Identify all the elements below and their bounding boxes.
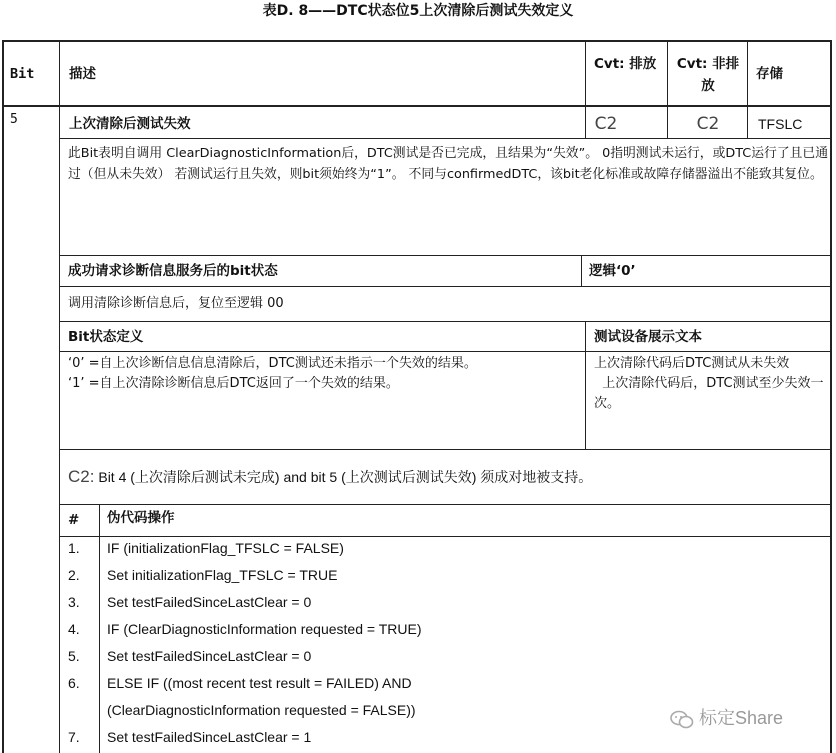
row-divider-note — [59, 504, 832, 505]
support-note — [68, 467, 828, 487]
row-divider-reset — [59, 321, 832, 322]
pseudo-num-divider — [99, 504, 100, 753]
header-bottom-border — [2, 105, 832, 107]
pseudo-line-text: Set initializationFlag_TFSLC = TRUE — [107, 567, 338, 583]
pseudo-line-number: 3. — [68, 594, 80, 610]
watermark-text: 标定Share — [699, 708, 784, 728]
row-cvt-non-emission: C2 — [696, 114, 720, 134]
definition-line-0: ‘0’ =自上次诊断信息信息清除后，DTC测试还未指示一个失效的结果。 — [68, 356, 477, 371]
pseudo-line-number: 7. — [68, 729, 80, 745]
header-description: 描述 — [69, 66, 96, 82]
pseudo-line-text: IF (ClearDiagnosticInformation requested = TRUE) — [107, 621, 422, 637]
row-divider-desc — [59, 255, 832, 256]
table-left-border — [2, 40, 4, 753]
pseudo-line-number: 5. — [68, 648, 80, 664]
header-storage: 存储 — [756, 66, 783, 82]
display-text: 上次清除代码后DTC测试从未失效 上次清除代码后，DTC测试至少失效一次。 — [594, 356, 824, 411]
pseudo-num-header: # — [68, 512, 80, 528]
row-divider-definition — [59, 449, 832, 450]
pseudo-line-text: Set testFailedSinceLastClear = 1 — [107, 729, 312, 745]
display-text-label: 测试设备展示文本 — [594, 329, 702, 345]
row-description: 此Bit表明自调用 ClearDiagnosticInformation后，DTC测试是否已完成，且结果为“失效”。 0指明测试未运行，或DTC运行了且已通过（但从未失效） 若测试运行且失效，则bit须始终为“1”。 不同与confirmedDTC，该bit老化标准或故障存储器溢出不能致其复位。 — [68, 146, 829, 182]
pseudo-line-text: IF (initializationFlag_TFSLC = FALSE) — [107, 540, 344, 556]
pseudo-line-text: Set testFailedSinceLastClear = 0 — [107, 594, 312, 610]
bit-column-divider — [59, 40, 60, 753]
after-clear-label: 成功请求诊断信息服务后的bit状态 — [68, 263, 278, 279]
row-bit-number: 5 — [10, 112, 18, 127]
wechat-icon — [670, 709, 694, 729]
dtc-table — [2, 40, 832, 753]
header-cvt-non-emission: Cvt: 非排放 — [676, 56, 740, 94]
note-text: Bit 4 (上次清除后测试未完成) and bit 5 (上次测试后测试失效) 须成对地被支持。 — [98, 469, 593, 485]
after-clear-value: 逻辑‘0’ — [589, 263, 636, 279]
pseudo-line-number: 4. — [68, 621, 80, 637]
watermark — [670, 703, 830, 733]
row-storage: TFSLC — [758, 116, 803, 132]
pseudo-header-border — [59, 536, 832, 537]
table-caption: 表D. 8——DTC状态位5上次清除后测试失效定义 — [262, 3, 574, 19]
row-divider-def-header — [59, 351, 832, 352]
note-prefix: C2: — [68, 467, 95, 486]
afterclear-divider — [581, 255, 582, 286]
header-bit: Bit — [10, 66, 35, 82]
definition-line-1: ‘1’ =自上次清除诊断信息后DTC返回了一个失效的结果。 — [68, 376, 399, 391]
after-clear-text: 调用清除诊断信息后，复位至逻辑 00 — [68, 296, 284, 311]
definition-divider — [585, 321, 586, 449]
pseudo-line-number: 6. — [68, 675, 80, 691]
pseudo-line-text: (ClearDiagnosticInformation requested = FALSE)) — [107, 702, 416, 718]
row-divider-afterclear — [59, 286, 832, 287]
header-cvt-emission: Cvt: 排放 — [594, 56, 657, 72]
table-right-border — [830, 40, 832, 753]
pseudo-line-text: ELSE IF ((most recent test result = FAILED) AND — [107, 675, 412, 691]
definition-label: Bit状态定义 — [68, 329, 144, 345]
row-divider-title — [59, 138, 832, 139]
pseudo-line-text: Set testFailedSinceLastClear = 0 — [107, 648, 312, 664]
pseudo-op-header: 伪代码操作 — [107, 510, 175, 526]
pseudo-line-number: 1. — [68, 540, 80, 556]
row-cvt-emission: C2 — [594, 114, 618, 134]
pseudo-line-number: 2. — [68, 567, 80, 583]
row-title: 上次清除后测试失效 — [69, 116, 191, 132]
table-top-border — [2, 40, 832, 42]
